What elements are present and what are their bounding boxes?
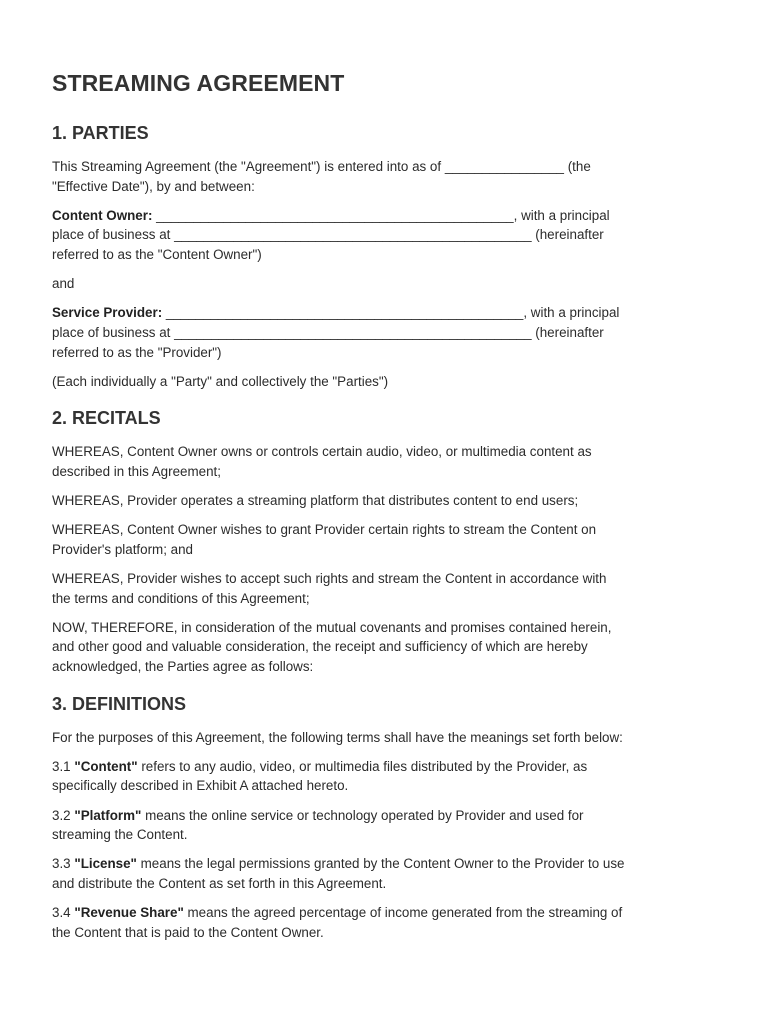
definition-term: "Content"	[74, 758, 138, 774]
parties-intro	[52, 157, 715, 196]
section-heading-recitals: 2. RECITALS	[52, 408, 161, 429]
recital-4-line-2: the terms and conditions of this Agreement;	[52, 590, 310, 606]
definition-content	[52, 757, 715, 796]
service-provider-line-1: ________________________________________________, with a principal	[162, 305, 620, 321]
definition-platform	[52, 806, 715, 845]
parties-intro-line-2: "Effective Date"), by and between:	[52, 178, 255, 194]
definition-line-1: means the online service or technology operated by Provider and used for	[141, 807, 584, 823]
recital-3-line-2: Provider's platform; and	[52, 541, 193, 557]
definition-license	[52, 854, 715, 893]
definition-line-1: refers to any audio, video, or multimedia files distributed by the Provider, as	[137, 758, 588, 774]
definition-number: 3.2	[52, 807, 75, 823]
definition-line-2: the Content that is paid to the Content Owner.	[52, 924, 324, 940]
service-provider-line-3: referred to as the "Provider")	[52, 344, 222, 360]
parties-intro-line-1: This Streaming Agreement (the "Agreement") is entered into as of ________________ (the	[52, 159, 591, 174]
content-owner-clause	[52, 206, 715, 265]
recital-4	[52, 569, 715, 608]
definition-line-1: means the agreed percentage of income generated from the streaming of	[183, 905, 623, 921]
content-owner-label: Content Owner:	[52, 207, 153, 223]
section-heading-definitions: 3. DEFINITIONS	[52, 693, 187, 714]
definition-term: "Platform"	[74, 807, 142, 823]
recital-2-line-1: WHEREAS, Provider operates a streaming platform that distributes content to end users;	[52, 493, 579, 509]
service-provider-label: Service Provider:	[52, 305, 163, 321]
content-owner-line-2: place of business at ________________________________________________ (hereinafter	[52, 227, 604, 243]
document-title: STREAMING AGREEMENT	[52, 70, 345, 96]
content-owner-line-3: referred to as the "Content Owner")	[52, 246, 262, 262]
recital-now-therefore	[52, 618, 715, 677]
recital-4-line-1: WHEREAS, Provider wishes to accept such rights and stream the Content in accordance with	[52, 571, 607, 587]
recital-5-line-3: acknowledged, the Parties agree as follows:	[52, 659, 314, 675]
recital-3	[52, 520, 715, 559]
definition-revenue-share	[52, 903, 715, 942]
definition-number: 3.4	[52, 905, 75, 921]
definition-line-2: streaming the Content.	[52, 827, 188, 843]
recital-3-line-1: WHEREAS, Content Owner wishes to grant Provider certain rights to stream the Content on	[52, 522, 597, 538]
recital-5-line-1: NOW, THEREFORE, in consideration of the mutual covenants and promises contained herein,	[52, 619, 612, 635]
definition-term: "Revenue Share"	[74, 905, 184, 921]
recital-1	[52, 442, 715, 481]
recital-1-line-1: WHEREAS, Content Owner owns or controls certain audio, video, or multimedia content as	[52, 444, 592, 460]
definition-number: 3.3	[52, 856, 75, 872]
definition-line-2: and distribute the Content as set forth in this Agreement.	[52, 875, 387, 891]
definition-term: "License"	[74, 856, 137, 872]
and-text: and	[52, 276, 75, 292]
definition-number: 3.1	[52, 758, 75, 774]
content-owner-line-1: ________________________________________________, with a principal	[152, 207, 610, 223]
parties-collective-note: (Each individually a "Party" and collectively the "Parties")	[52, 373, 389, 389]
recital-5-line-2: and other good and valuable consideration, the receipt and sufficiency of which are hereby	[52, 639, 588, 655]
section-recitals	[52, 408, 715, 676]
definition-line-2: specifically described in Exhibit A attached hereto.	[52, 778, 349, 794]
service-provider-line-2: place of business at ________________________________________________ (hereinafter	[52, 324, 604, 340]
service-provider-clause	[52, 303, 715, 362]
definitions-intro: For the purposes of this Agreement, the following terms shall have the meanings set forth below:	[52, 729, 623, 745]
section-definitions	[52, 694, 715, 943]
section-parties	[52, 123, 715, 391]
recital-2	[52, 491, 715, 511]
recital-1-line-2: described in this Agreement;	[52, 463, 221, 479]
section-heading-parties: 1. PARTIES	[52, 123, 149, 143]
definition-line-1: means the legal permissions granted by the Content Owner to the Provider to use	[136, 856, 625, 872]
